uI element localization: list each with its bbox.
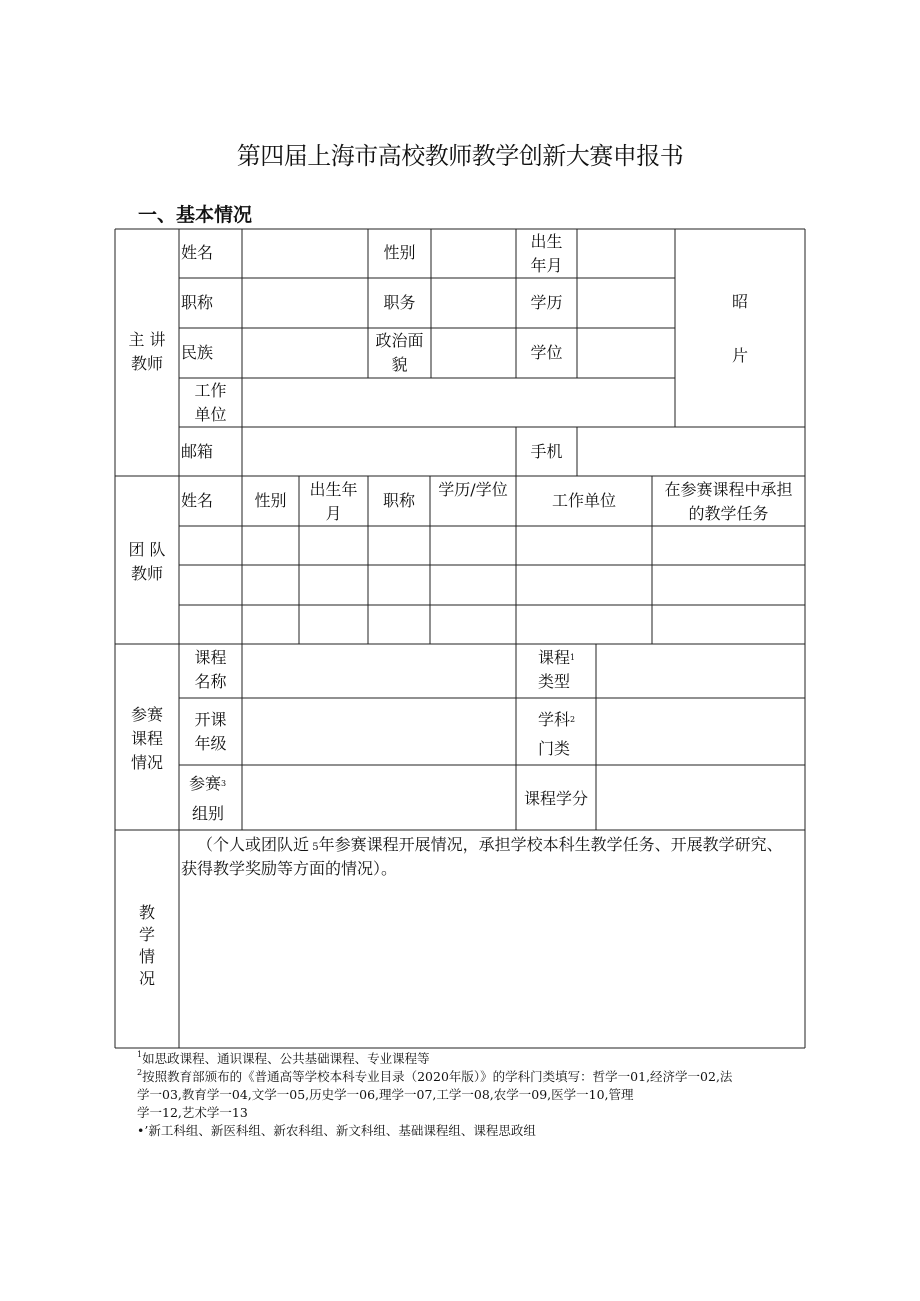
footnote-2-line2: 学一03,教育学一04,文学一05,历史学一06,理学一07,工学一08,农学一09,医学一10,管理 [137, 1087, 634, 1102]
team-header-task: 在参赛课程中承担 的教学任务 [664, 480, 793, 523]
team-header-education: 学历/学位 [438, 480, 508, 499]
photo-label-1: 昭 [731, 292, 748, 311]
title-label: 职称 [181, 293, 214, 312]
footnote-ref-1: 1 [570, 653, 576, 662]
teaching-description: （个人或团队近 5年参赛课程开展情况，承担学校本科生教学任务、开展教学研究、 [197, 835, 783, 854]
email-label: 邮箱 [181, 442, 214, 461]
course-type-label-2: 类型 [538, 672, 571, 691]
team-header-birth: 出生年 月 [309, 480, 358, 523]
education-label: 学历 [530, 293, 563, 312]
page-title: 第四届上海市高校教师教学创新大赛申报书 [236, 142, 684, 170]
grade-label: 开课 年级 [194, 710, 227, 753]
phone-label: 手机 [530, 442, 563, 461]
group-label: 参赛$^3$ [189, 774, 227, 793]
degree-label: 学位 [530, 343, 563, 362]
position-label: 职务 [383, 293, 416, 312]
field-label: 学科$^2$ [538, 710, 576, 729]
footnote-2-line3: 学一12,艺术学一13 [137, 1105, 248, 1120]
footnote-ref-3: 3 [221, 779, 227, 788]
field-label-2: 门类 [538, 739, 571, 758]
name-label: 姓名 [181, 243, 214, 262]
footnote-3: •’新工科组、新医科组、新农科组、新文科组、基础课程组、课程思政组 [137, 1123, 536, 1138]
footnote-2: $^2$按照教育部颁布的《普通高等学校本科专业目录（2020年版）》的学科门类填写：哲学一01,经济学一02,法 [137, 1068, 733, 1084]
team-header-gender: 性别 [254, 491, 287, 510]
section-heading: 一、基本情况 [138, 204, 253, 226]
course-label: 参赛 课程 情况 [130, 705, 163, 772]
lead-teacher-label: 主 讲 教师 [128, 330, 166, 373]
workplace-label: 工作 单位 [194, 381, 227, 424]
ethnicity-label: 民族 [181, 343, 214, 362]
team-header-title: 职称 [382, 491, 415, 510]
birth-label: 出生 年月 [530, 232, 563, 275]
photo-label-2: 片 [731, 346, 748, 365]
team-header-name: 姓名 [181, 491, 214, 510]
credit-label: 课程学分 [523, 789, 588, 808]
footnote-ref-2: 2 [570, 715, 576, 724]
gender-label: 性别 [383, 243, 416, 262]
teaching-label: 教学情况 [138, 903, 155, 988]
course-name-label: 课程 名称 [194, 648, 227, 691]
political-label: 政治面 貌 [375, 331, 424, 374]
team-teacher-label: 团 队 教师 [128, 540, 166, 583]
teaching-description-line2: 获得教学奖励等方面的情况）。 [181, 859, 398, 878]
footnote-1: $^1$如思政课程、通识课程、公共基础课程、专业课程等 [137, 1050, 430, 1066]
course-type-label: 课程$^1$ [538, 648, 576, 667]
team-header-workplace: 工作单位 [551, 491, 616, 510]
group-label-2: 组别 [192, 804, 225, 823]
